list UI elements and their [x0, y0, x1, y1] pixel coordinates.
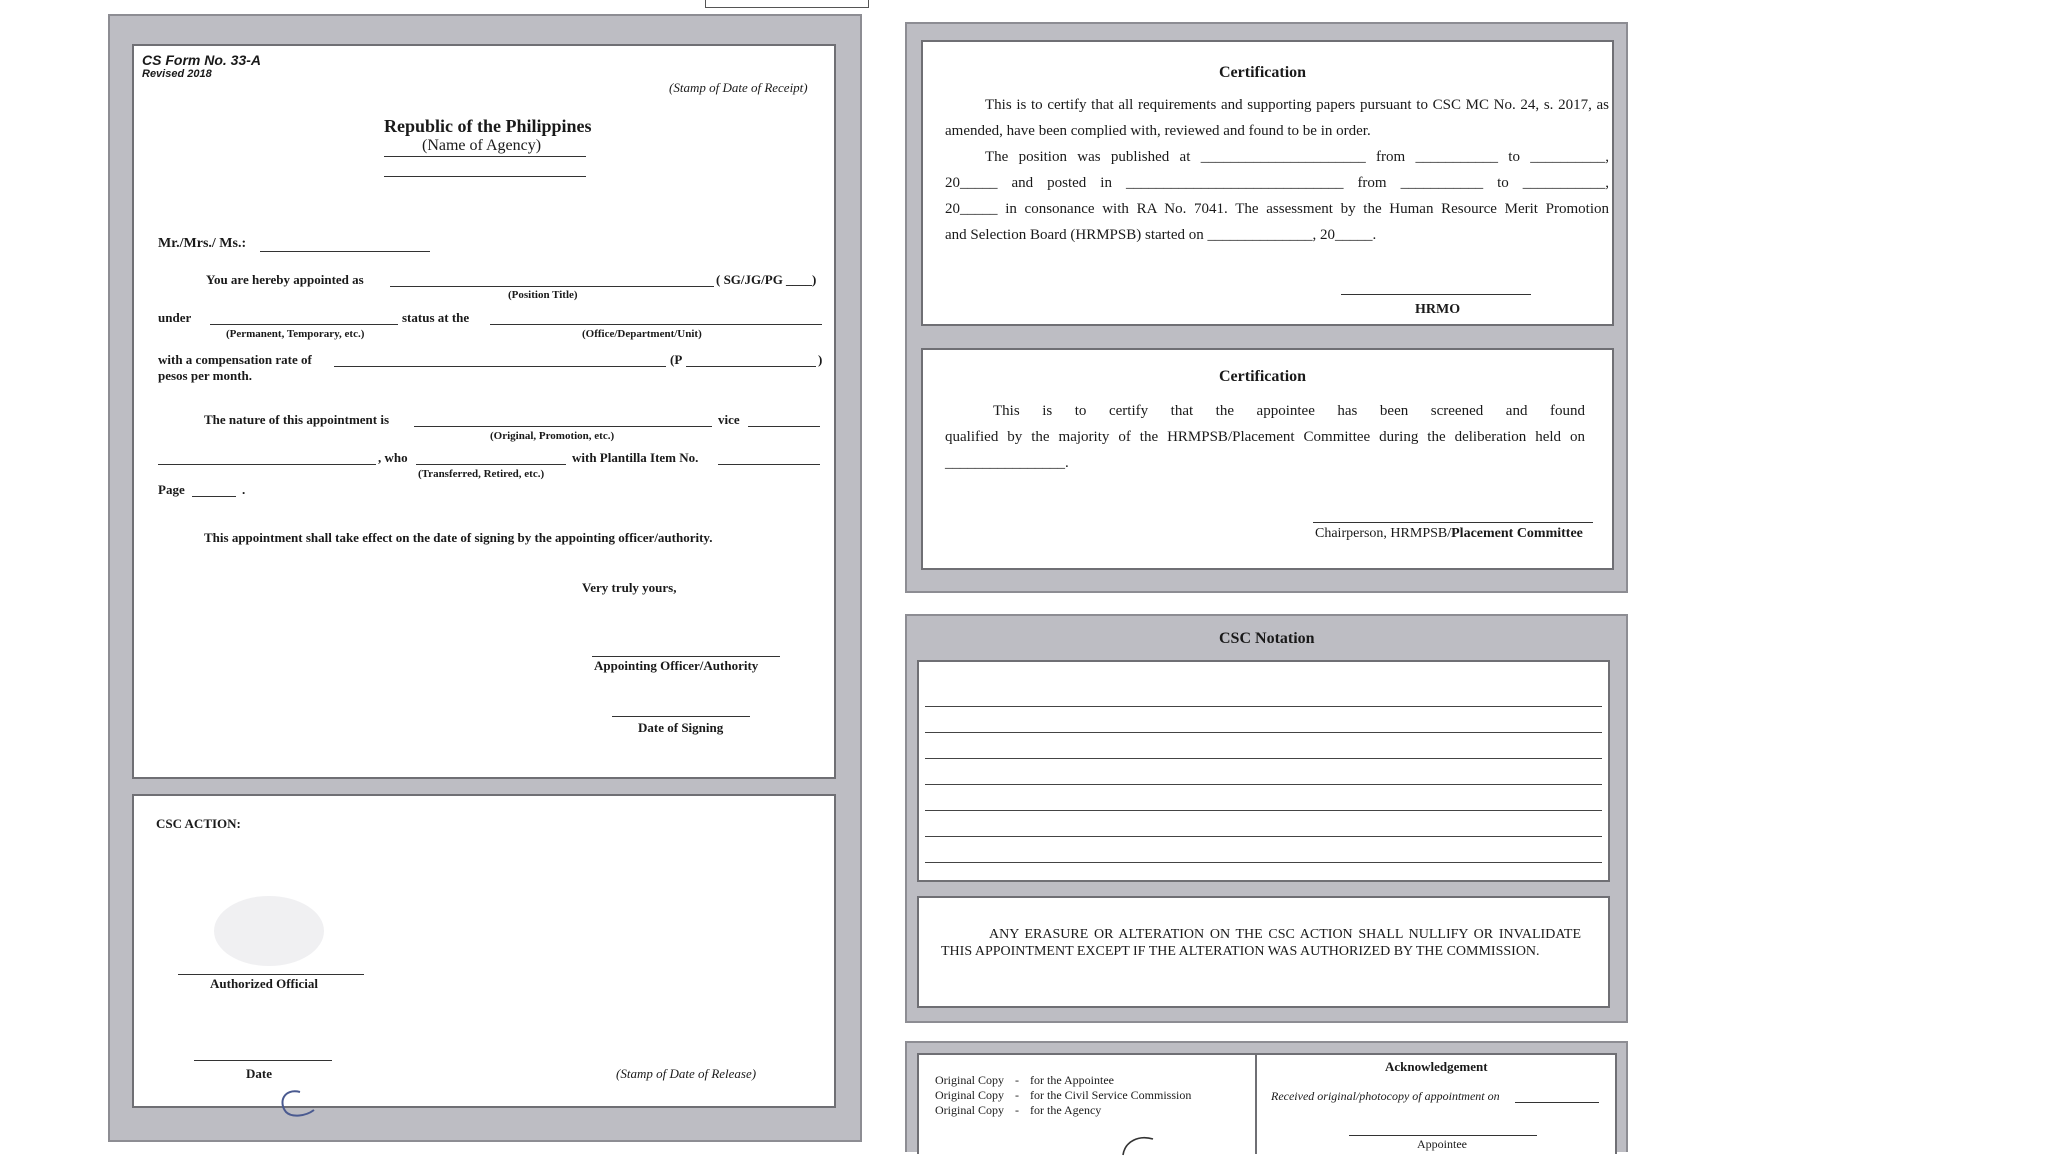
- notation-line: [925, 732, 1602, 733]
- notation-line: [925, 836, 1602, 837]
- initial-scribble: [274, 1088, 320, 1120]
- certification-2-panel: [921, 348, 1614, 570]
- notation-line: [925, 784, 1602, 785]
- acknowledgement-panel: [1255, 1053, 1617, 1154]
- plantilla-field[interactable]: [718, 464, 820, 465]
- acknowledgement-title: Acknowledgement: [1385, 1059, 1488, 1074]
- notation-lines-panel[interactable]: [917, 660, 1610, 882]
- erasure-warning: ANY ERASURE OR ALTERATION ON THE CSC ACTION SHALL NULLIFY OR INVALIDATE THIS APPOINTMENT EXCEPT IF THE ALTERATION WAS AUTHORIZED BY THE COMMISSION.: [941, 927, 1581, 959]
- certification-1-title: Certification: [1219, 64, 1307, 81]
- certification-2-body: [945, 398, 1585, 478]
- vice-field[interactable]: [748, 426, 820, 427]
- notation-line: [925, 758, 1602, 759]
- copy-row: [935, 1088, 1191, 1103]
- csc-date-label: Date: [246, 1066, 272, 1081]
- copy-dash: -: [1015, 1073, 1019, 1087]
- transferred-caption: (Transferred, Retired, etc.): [418, 468, 545, 480]
- very-truly-yours: Very truly yours,: [582, 580, 677, 595]
- take-effect-text: This appointment shall take effect on the date of signing by the appointing officer/authority.: [204, 530, 713, 545]
- copy-label: Original Copy: [935, 1103, 1004, 1117]
- perm-temp-caption: (Permanent, Temporary, etc.): [226, 328, 365, 340]
- cert2-line-2: qualified by the majority of the HRMPSB/Placement Committee during the deliberation held on: [945, 429, 1585, 445]
- peso-open: (P: [670, 352, 683, 367]
- stamp-receipt-label: (Stamp of Date of Receipt): [669, 80, 808, 95]
- cert2-line-1: This is to certify that the appointee has been screened and found: [993, 403, 1585, 419]
- chairperson-label: [1315, 526, 1583, 542]
- received-date-line[interactable]: [1515, 1102, 1599, 1103]
- faded-seal: [214, 896, 324, 966]
- appointing-officer-label: Appointing Officer/Authority: [594, 658, 759, 673]
- comp-words-field[interactable]: [334, 366, 666, 367]
- agency-name: (Name of Agency): [422, 137, 542, 154]
- form-revised: Revised 2018: [142, 68, 212, 80]
- copy-label: Original Copy: [935, 1073, 1004, 1087]
- position-title-caption: (Position Title): [508, 289, 578, 301]
- chairperson-signature-line[interactable]: [1313, 522, 1593, 523]
- appointee-label: Appointee: [1417, 1137, 1467, 1151]
- copy-scribble: [1119, 1133, 1159, 1157]
- copy-label: Original Copy: [935, 1088, 1004, 1102]
- peso-amount-field[interactable]: [686, 366, 816, 367]
- cert1-line-3: The position was published at ______________________ from ___________ to __________,: [985, 149, 1609, 165]
- vice-name-field[interactable]: [158, 464, 376, 465]
- position-title-field[interactable]: [390, 286, 714, 287]
- notation-line: [925, 706, 1602, 707]
- under-label: under: [158, 310, 192, 325]
- certification-2-title: Certification: [1219, 368, 1307, 385]
- cert1-line-5: 20_____ in consonance with RA No. 7041. The assessment by the Human Resource Merit Promotion: [945, 201, 1609, 217]
- notation-frame: [905, 614, 1628, 1023]
- republic-heading: Republic of the Philippines: [384, 116, 592, 136]
- signing-date-line[interactable]: [612, 716, 750, 717]
- copies-panel: [917, 1053, 1257, 1154]
- office-caption: (Office/Department/Unit): [582, 328, 702, 340]
- date-of-signing-label: Date of Signing: [638, 720, 724, 735]
- authorized-official-label: Authorized Official: [210, 976, 318, 991]
- top-edge-box: [705, 0, 869, 8]
- stamp-release-label: (Stamp of Date of Release): [616, 1066, 757, 1081]
- nature-label: The nature of this appointment is: [204, 412, 390, 427]
- page-field[interactable]: [192, 496, 236, 497]
- status-at-label: status at the: [402, 310, 470, 325]
- peso-close: ): [818, 352, 823, 367]
- authorized-signature-line[interactable]: [178, 974, 364, 975]
- copy-dash: -: [1015, 1103, 1019, 1117]
- agency-line-2: [384, 176, 586, 177]
- cert1-line-1: This is to certify that all requirements and supporting papers pursuant to CSC MC No. 24, s. 2017, as: [985, 97, 1609, 113]
- orig-promo-caption: (Original, Promotion, etc.): [490, 430, 615, 442]
- nature-field[interactable]: [414, 426, 712, 427]
- form-number: CS Form No. 33-A: [142, 52, 262, 68]
- csc-notation-title: CSC Notation: [1219, 630, 1315, 647]
- who-field[interactable]: [416, 464, 566, 465]
- copy-dash: -: [1015, 1088, 1019, 1102]
- csc-date-line[interactable]: [194, 1060, 332, 1061]
- received-text: Received original/photocopy of appointment on: [1271, 1089, 1500, 1103]
- left-form-frame: [108, 14, 862, 1142]
- office-field[interactable]: [490, 324, 822, 325]
- cert1-line-4: 20_____ and posted in _____________________________ from ___________ to ___________,: [945, 175, 1609, 191]
- cert1-line-2: amended, have been complied with, reviewed and found to be in order.: [945, 123, 1371, 139]
- agency-underline: [384, 156, 586, 157]
- notation-line: [925, 810, 1602, 811]
- page-period: .: [242, 482, 246, 497]
- appointment-panel: [132, 44, 836, 779]
- copy-row: [935, 1103, 1101, 1118]
- copy-recipient: for the Appointee: [1030, 1073, 1114, 1087]
- warning-panel: [917, 896, 1610, 1008]
- chairperson-label-b: Placement Committee: [1451, 526, 1583, 541]
- copy-recipient: for the Civil Service Commission: [1030, 1088, 1192, 1102]
- salutation-field[interactable]: [260, 251, 430, 252]
- appointee-signature-line[interactable]: [1349, 1135, 1537, 1136]
- status-type-field[interactable]: [210, 324, 398, 325]
- appointing-signature-line[interactable]: [592, 656, 780, 657]
- who-label: , who: [378, 450, 408, 465]
- sg-label: ( SG/JG/PG ____): [716, 272, 817, 287]
- salutation: Mr./Mrs./ Ms.:: [158, 236, 247, 251]
- copy-recipient: for the Agency: [1030, 1103, 1102, 1117]
- plantilla-label: with Plantilla Item No.: [572, 450, 699, 465]
- appointed-as-label: You are hereby appointed as: [206, 272, 364, 287]
- vice-label: vice: [718, 412, 740, 427]
- copy-row: [935, 1073, 1114, 1088]
- page-label: Page: [158, 482, 185, 497]
- hrmo-label: HRMO: [1415, 302, 1461, 317]
- pesos-month: pesos per month.: [158, 368, 253, 383]
- cert1-line-6: and Selection Board (HRMPSB) started on ______________, 20_____.: [945, 227, 1377, 243]
- certification-1-body: [945, 92, 1609, 262]
- comp-rate-label: with a compensation rate of: [158, 352, 312, 367]
- chairperson-label-a: Chairperson, HRMPSB/: [1315, 526, 1452, 541]
- certification-1-panel: [921, 40, 1614, 326]
- hrmo-signature-line[interactable]: [1341, 294, 1531, 295]
- cert2-line-3: ________________.: [945, 455, 1069, 471]
- csc-action-panel: [132, 794, 836, 1108]
- notation-line: [925, 862, 1602, 863]
- copies-frame: [905, 1041, 1628, 1152]
- certification-frame: [905, 22, 1628, 593]
- csc-action-title: CSC ACTION:: [156, 816, 241, 831]
